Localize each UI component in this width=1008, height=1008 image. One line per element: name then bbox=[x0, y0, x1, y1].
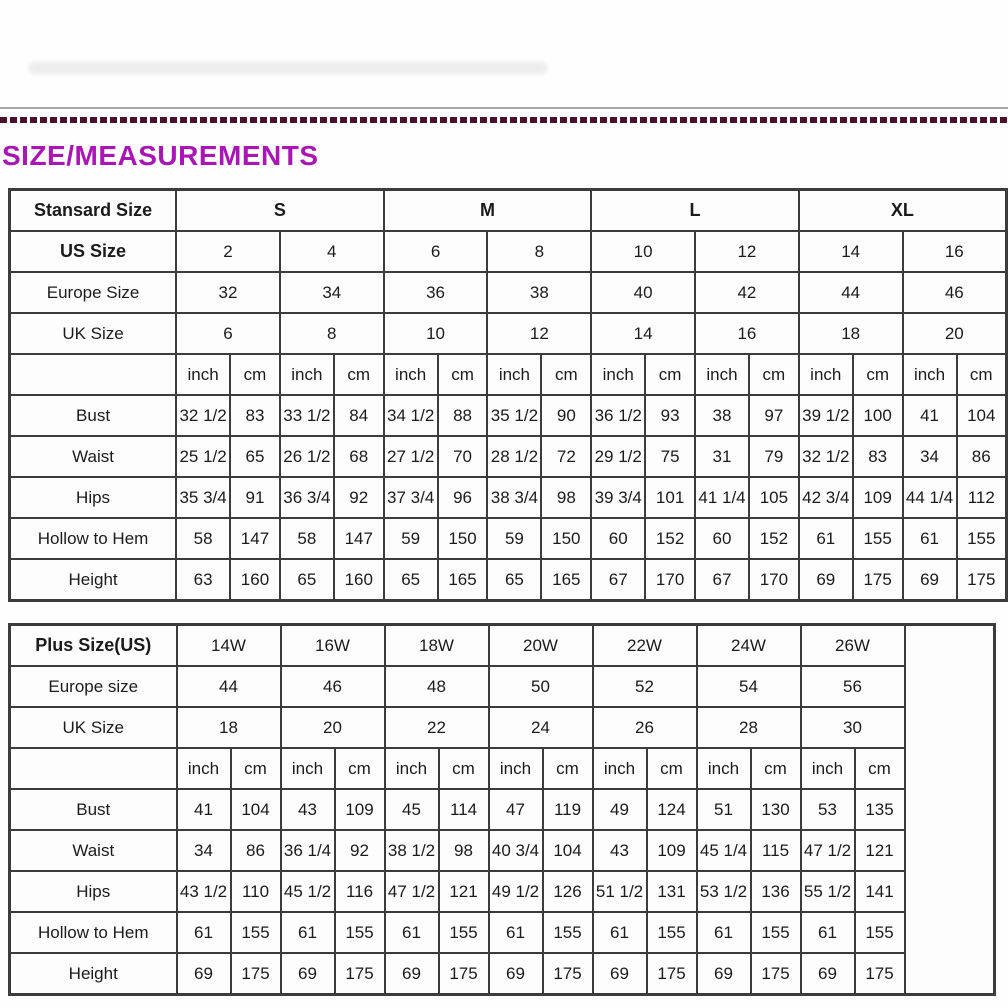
table-row bbox=[10, 912, 995, 953]
table-cell: cm bbox=[439, 748, 489, 789]
table-row bbox=[10, 707, 995, 748]
table-cell: 27 1/2 bbox=[384, 436, 438, 477]
table-cell: 152 bbox=[645, 518, 695, 559]
table-cell: 65 bbox=[487, 559, 541, 601]
row-label: Europe size bbox=[10, 666, 177, 707]
table-row bbox=[10, 953, 995, 995]
table-cell: 10 bbox=[591, 231, 695, 272]
table-cell: inch bbox=[177, 748, 231, 789]
size-header: 20W bbox=[489, 625, 593, 667]
table-cell: inch bbox=[489, 748, 543, 789]
table-cell: 61 bbox=[801, 912, 855, 953]
table-cell: 20 bbox=[281, 707, 385, 748]
table-cell: 67 bbox=[695, 559, 749, 601]
divider-line bbox=[0, 107, 1008, 109]
table-cell: 112 bbox=[957, 477, 1007, 518]
table-cell: 20 bbox=[903, 313, 1007, 354]
table-cell: 84 bbox=[334, 395, 384, 436]
table-cell: 16 bbox=[903, 231, 1007, 272]
table-cell: cm bbox=[230, 354, 280, 395]
table-cell: 32 bbox=[176, 272, 280, 313]
table-cell: 63 bbox=[176, 559, 230, 601]
row-label: UK Size bbox=[10, 313, 177, 354]
table-cell: 114 bbox=[439, 789, 489, 830]
table-cell: 44 1/4 bbox=[903, 477, 957, 518]
table-cell: 38 3/4 bbox=[487, 477, 541, 518]
table-cell: 51 1/2 bbox=[593, 871, 647, 912]
table-cell: 47 1/2 bbox=[801, 830, 855, 871]
table-cell: inch bbox=[695, 354, 749, 395]
table-cell: 124 bbox=[647, 789, 697, 830]
table-cell: 175 bbox=[751, 953, 801, 995]
table-cell: 136 bbox=[751, 871, 801, 912]
table-cell: 69 bbox=[903, 559, 957, 601]
table-cell: 126 bbox=[543, 871, 593, 912]
size-header: XL bbox=[799, 190, 1007, 232]
table-cell: 28 bbox=[697, 707, 801, 748]
table-cell: inch bbox=[281, 748, 335, 789]
table-cell: cm bbox=[749, 354, 799, 395]
table-row bbox=[10, 272, 1007, 313]
table-cell: 83 bbox=[853, 436, 903, 477]
dashed-divider bbox=[0, 117, 1008, 123]
table-cell: cm bbox=[541, 354, 591, 395]
table-cell: 170 bbox=[645, 559, 695, 601]
table-cell: 26 bbox=[593, 707, 697, 748]
table-row bbox=[10, 789, 995, 830]
table-cell: 44 bbox=[177, 666, 281, 707]
row-label bbox=[10, 748, 177, 789]
table-cell: 150 bbox=[438, 518, 488, 559]
table-cell: 41 1/4 bbox=[695, 477, 749, 518]
table-cell: inch bbox=[487, 354, 541, 395]
table-cell: 69 bbox=[489, 953, 543, 995]
table-cell: 25 1/2 bbox=[176, 436, 230, 477]
table-cell: 88 bbox=[438, 395, 488, 436]
table-cell: 61 bbox=[489, 912, 543, 953]
table-cell: 40 3/4 bbox=[489, 830, 543, 871]
table-cell: 24 bbox=[489, 707, 593, 748]
table-cell: 135 bbox=[855, 789, 905, 830]
table-cell: 61 bbox=[593, 912, 647, 953]
table-cell: 93 bbox=[645, 395, 695, 436]
table-row bbox=[10, 871, 995, 912]
table-cell: 65 bbox=[230, 436, 280, 477]
table-row bbox=[10, 625, 995, 667]
table-cell: 8 bbox=[487, 231, 591, 272]
table-cell: 121 bbox=[855, 830, 905, 871]
table-row bbox=[10, 830, 995, 871]
table-cell: 42 bbox=[695, 272, 799, 313]
table-cell: 60 bbox=[591, 518, 645, 559]
standard-size-table bbox=[8, 188, 1008, 602]
table-cell: cm bbox=[647, 748, 697, 789]
table-cell: 31 bbox=[695, 436, 749, 477]
table-cell: 104 bbox=[543, 830, 593, 871]
watermark-smudge bbox=[28, 62, 548, 74]
table-cell: 69 bbox=[697, 953, 751, 995]
table-cell: 155 bbox=[439, 912, 489, 953]
table-row bbox=[10, 518, 1007, 559]
table-cell: 47 1/2 bbox=[385, 871, 439, 912]
table-cell: cm bbox=[334, 354, 384, 395]
table-row bbox=[10, 436, 1007, 477]
table-cell: 86 bbox=[231, 830, 281, 871]
table-cell: inch bbox=[593, 748, 647, 789]
row-label: Height bbox=[10, 559, 177, 601]
table-cell: 35 1/2 bbox=[487, 395, 541, 436]
row-label: Hollow to Hem bbox=[10, 912, 177, 953]
table-cell: 61 bbox=[697, 912, 751, 953]
table-cell: 41 bbox=[177, 789, 231, 830]
table-cell: 67 bbox=[591, 559, 645, 601]
row-label: Hips bbox=[10, 871, 177, 912]
table-cell: 52 bbox=[593, 666, 697, 707]
table-cell: 75 bbox=[645, 436, 695, 477]
table-cell: 12 bbox=[695, 231, 799, 272]
table-cell: cm bbox=[438, 354, 488, 395]
size-header: 14W bbox=[177, 625, 281, 667]
table-cell: 36 3/4 bbox=[280, 477, 334, 518]
table-cell: 49 1/2 bbox=[489, 871, 543, 912]
table-cell: 170 bbox=[749, 559, 799, 601]
table-cell: 30 bbox=[801, 707, 905, 748]
table-cell: 175 bbox=[543, 953, 593, 995]
table-row bbox=[10, 477, 1007, 518]
table-cell: 175 bbox=[853, 559, 903, 601]
table-cell: 72 bbox=[541, 436, 591, 477]
table-cell: 155 bbox=[543, 912, 593, 953]
table-cell: 100 bbox=[853, 395, 903, 436]
table-row bbox=[10, 190, 1007, 232]
table-cell: 43 1/2 bbox=[177, 871, 231, 912]
table-cell: 130 bbox=[751, 789, 801, 830]
table-cell: 46 bbox=[281, 666, 385, 707]
table-cell: 175 bbox=[439, 953, 489, 995]
table-cell: 58 bbox=[280, 518, 334, 559]
table-cell: cm bbox=[957, 354, 1007, 395]
table-cell: cm bbox=[855, 748, 905, 789]
table-row bbox=[10, 354, 1007, 395]
table-cell: 175 bbox=[957, 559, 1007, 601]
table-cell: 155 bbox=[335, 912, 385, 953]
table-cell: 6 bbox=[384, 231, 488, 272]
table-cell: inch bbox=[801, 748, 855, 789]
row-label: Waist bbox=[10, 830, 177, 871]
table-cell: 131 bbox=[647, 871, 697, 912]
table-cell: 10 bbox=[384, 313, 488, 354]
row-label: Hips bbox=[10, 477, 177, 518]
table-cell: 50 bbox=[489, 666, 593, 707]
table-cell: 92 bbox=[334, 477, 384, 518]
table-cell: 58 bbox=[176, 518, 230, 559]
table-cell: 34 bbox=[903, 436, 957, 477]
table-cell: 104 bbox=[231, 789, 281, 830]
table-cell: 38 bbox=[487, 272, 591, 313]
row-label: UK Size bbox=[10, 707, 177, 748]
table-cell: 61 bbox=[177, 912, 231, 953]
row-label: Hollow to Hem bbox=[10, 518, 177, 559]
table-cell: 61 bbox=[903, 518, 957, 559]
table-cell: 45 1/2 bbox=[281, 871, 335, 912]
row-label: Bust bbox=[10, 395, 177, 436]
table-cell: 83 bbox=[230, 395, 280, 436]
table-cell: 121 bbox=[439, 871, 489, 912]
table-cell: 70 bbox=[438, 436, 488, 477]
size-header: S bbox=[176, 190, 384, 232]
table-cell: 39 3/4 bbox=[591, 477, 645, 518]
table-cell: 39 1/2 bbox=[799, 395, 853, 436]
table-cell: inch bbox=[384, 354, 438, 395]
table-cell: 147 bbox=[230, 518, 280, 559]
table-cell: 79 bbox=[749, 436, 799, 477]
table-cell: 45 bbox=[385, 789, 439, 830]
row-label: Bust bbox=[10, 789, 177, 830]
table-cell: 61 bbox=[385, 912, 439, 953]
table-cell: inch bbox=[903, 354, 957, 395]
table-row bbox=[10, 395, 1007, 436]
row-label: US Size bbox=[10, 231, 177, 272]
table-cell: 116 bbox=[335, 871, 385, 912]
table-cell: 14 bbox=[799, 231, 903, 272]
table-cell: 68 bbox=[334, 436, 384, 477]
table-cell: 34 bbox=[280, 272, 384, 313]
page-title: SIZE/MEASUREMENTS bbox=[2, 140, 319, 171]
table-cell: 65 bbox=[384, 559, 438, 601]
table-cell: cm bbox=[853, 354, 903, 395]
table-cell: 86 bbox=[957, 436, 1007, 477]
table-cell: 61 bbox=[281, 912, 335, 953]
table-cell: 18 bbox=[177, 707, 281, 748]
table-cell: 53 1/2 bbox=[697, 871, 751, 912]
table-cell: 69 bbox=[593, 953, 647, 995]
table-cell: 43 bbox=[281, 789, 335, 830]
table-cell: 104 bbox=[957, 395, 1007, 436]
table-cell: 16 bbox=[695, 313, 799, 354]
table-cell: 32 1/2 bbox=[799, 436, 853, 477]
table-cell: 109 bbox=[853, 477, 903, 518]
table-cell: cm bbox=[335, 748, 385, 789]
table-row bbox=[10, 748, 995, 789]
table-cell: 109 bbox=[647, 830, 697, 871]
table-cell: 44 bbox=[799, 272, 903, 313]
table-row bbox=[10, 231, 1007, 272]
table-cell: 47 bbox=[489, 789, 543, 830]
table-cell: 91 bbox=[230, 477, 280, 518]
plus-size-table bbox=[8, 623, 996, 996]
table-cell: 147 bbox=[334, 518, 384, 559]
table-cell: 32 1/2 bbox=[176, 395, 230, 436]
table-cell: 55 1/2 bbox=[801, 871, 855, 912]
table-cell: 33 1/2 bbox=[280, 395, 334, 436]
table-cell: 155 bbox=[853, 518, 903, 559]
table-cell: 155 bbox=[957, 518, 1007, 559]
table-cell: 165 bbox=[438, 559, 488, 601]
table-cell: 175 bbox=[231, 953, 281, 995]
table-cell: 42 3/4 bbox=[799, 477, 853, 518]
table-cell: 105 bbox=[749, 477, 799, 518]
table-cell: 175 bbox=[855, 953, 905, 995]
table-cell: 59 bbox=[384, 518, 438, 559]
table-cell: 49 bbox=[593, 789, 647, 830]
table-cell: 101 bbox=[645, 477, 695, 518]
table-cell: 45 1/4 bbox=[697, 830, 751, 871]
table-cell: 65 bbox=[280, 559, 334, 601]
table-cell: 36 1/4 bbox=[281, 830, 335, 871]
table-cell: inch bbox=[280, 354, 334, 395]
table-cell: 160 bbox=[334, 559, 384, 601]
table-cell: 54 bbox=[697, 666, 801, 707]
row-label: Waist bbox=[10, 436, 177, 477]
table-cell: 14 bbox=[591, 313, 695, 354]
table-cell: 46 bbox=[903, 272, 1007, 313]
table-cell: cm bbox=[231, 748, 281, 789]
table-cell: 165 bbox=[541, 559, 591, 601]
row-label bbox=[10, 354, 177, 395]
table-cell: inch bbox=[697, 748, 751, 789]
row-label: Stansard Size bbox=[10, 190, 177, 232]
table-cell: 69 bbox=[385, 953, 439, 995]
table-cell: 69 bbox=[801, 953, 855, 995]
table-cell: cm bbox=[645, 354, 695, 395]
table-cell: 48 bbox=[385, 666, 489, 707]
table-cell: 6 bbox=[176, 313, 280, 354]
table-cell: inch bbox=[176, 354, 230, 395]
table-cell: 2 bbox=[176, 231, 280, 272]
table-cell: 18 bbox=[799, 313, 903, 354]
size-header: L bbox=[591, 190, 799, 232]
table-row bbox=[10, 313, 1007, 354]
size-header: M bbox=[384, 190, 592, 232]
empty-column bbox=[905, 625, 995, 995]
table-cell: 110 bbox=[231, 871, 281, 912]
table-cell: 12 bbox=[487, 313, 591, 354]
size-header: 24W bbox=[697, 625, 801, 667]
table-cell: 141 bbox=[855, 871, 905, 912]
table-cell: 115 bbox=[751, 830, 801, 871]
table-cell: 28 1/2 bbox=[487, 436, 541, 477]
table-cell: 36 1/2 bbox=[591, 395, 645, 436]
table-cell: 69 bbox=[281, 953, 335, 995]
size-header: 26W bbox=[801, 625, 905, 667]
table-cell: 61 bbox=[799, 518, 853, 559]
table-cell: 150 bbox=[541, 518, 591, 559]
table-cell: 51 bbox=[697, 789, 751, 830]
table-cell: 97 bbox=[749, 395, 799, 436]
table-cell: 8 bbox=[280, 313, 384, 354]
table-cell: 35 3/4 bbox=[176, 477, 230, 518]
table-cell: 38 bbox=[695, 395, 749, 436]
table-cell: 98 bbox=[541, 477, 591, 518]
table-cell: 160 bbox=[230, 559, 280, 601]
table-cell: 38 1/2 bbox=[385, 830, 439, 871]
table-cell: inch bbox=[591, 354, 645, 395]
table-cell: 29 1/2 bbox=[591, 436, 645, 477]
table-cell: 43 bbox=[593, 830, 647, 871]
table-cell: 155 bbox=[231, 912, 281, 953]
table-row bbox=[10, 559, 1007, 601]
table-cell: 36 bbox=[384, 272, 488, 313]
size-header: 22W bbox=[593, 625, 697, 667]
row-label: Height bbox=[10, 953, 177, 995]
table-row bbox=[10, 666, 995, 707]
table-cell: 155 bbox=[751, 912, 801, 953]
table-cell: 53 bbox=[801, 789, 855, 830]
table-cell: 69 bbox=[177, 953, 231, 995]
table-cell: 90 bbox=[541, 395, 591, 436]
table-cell: 69 bbox=[799, 559, 853, 601]
size-header: 16W bbox=[281, 625, 385, 667]
table-cell: 92 bbox=[335, 830, 385, 871]
table-cell: 4 bbox=[280, 231, 384, 272]
table-cell: 60 bbox=[695, 518, 749, 559]
table-cell: inch bbox=[799, 354, 853, 395]
table-cell: 26 1/2 bbox=[280, 436, 334, 477]
table-cell: 152 bbox=[749, 518, 799, 559]
table-cell: 34 bbox=[177, 830, 231, 871]
table-cell: 155 bbox=[855, 912, 905, 953]
table-cell: inch bbox=[385, 748, 439, 789]
table-cell: 56 bbox=[801, 666, 905, 707]
row-label: Europe Size bbox=[10, 272, 177, 313]
table-cell: 175 bbox=[335, 953, 385, 995]
size-header: 18W bbox=[385, 625, 489, 667]
table-cell: 34 1/2 bbox=[384, 395, 438, 436]
table-cell: 40 bbox=[591, 272, 695, 313]
table-cell: 155 bbox=[647, 912, 697, 953]
table-cell: 98 bbox=[439, 830, 489, 871]
table-cell: cm bbox=[543, 748, 593, 789]
table-cell: cm bbox=[751, 748, 801, 789]
row-label: Plus Size(US) bbox=[10, 625, 177, 667]
table-cell: 41 bbox=[903, 395, 957, 436]
table-cell: 37 3/4 bbox=[384, 477, 438, 518]
table-cell: 22 bbox=[385, 707, 489, 748]
table-cell: 59 bbox=[487, 518, 541, 559]
table-cell: 175 bbox=[647, 953, 697, 995]
table-cell: 96 bbox=[438, 477, 488, 518]
table-cell: 119 bbox=[543, 789, 593, 830]
table-cell: 109 bbox=[335, 789, 385, 830]
